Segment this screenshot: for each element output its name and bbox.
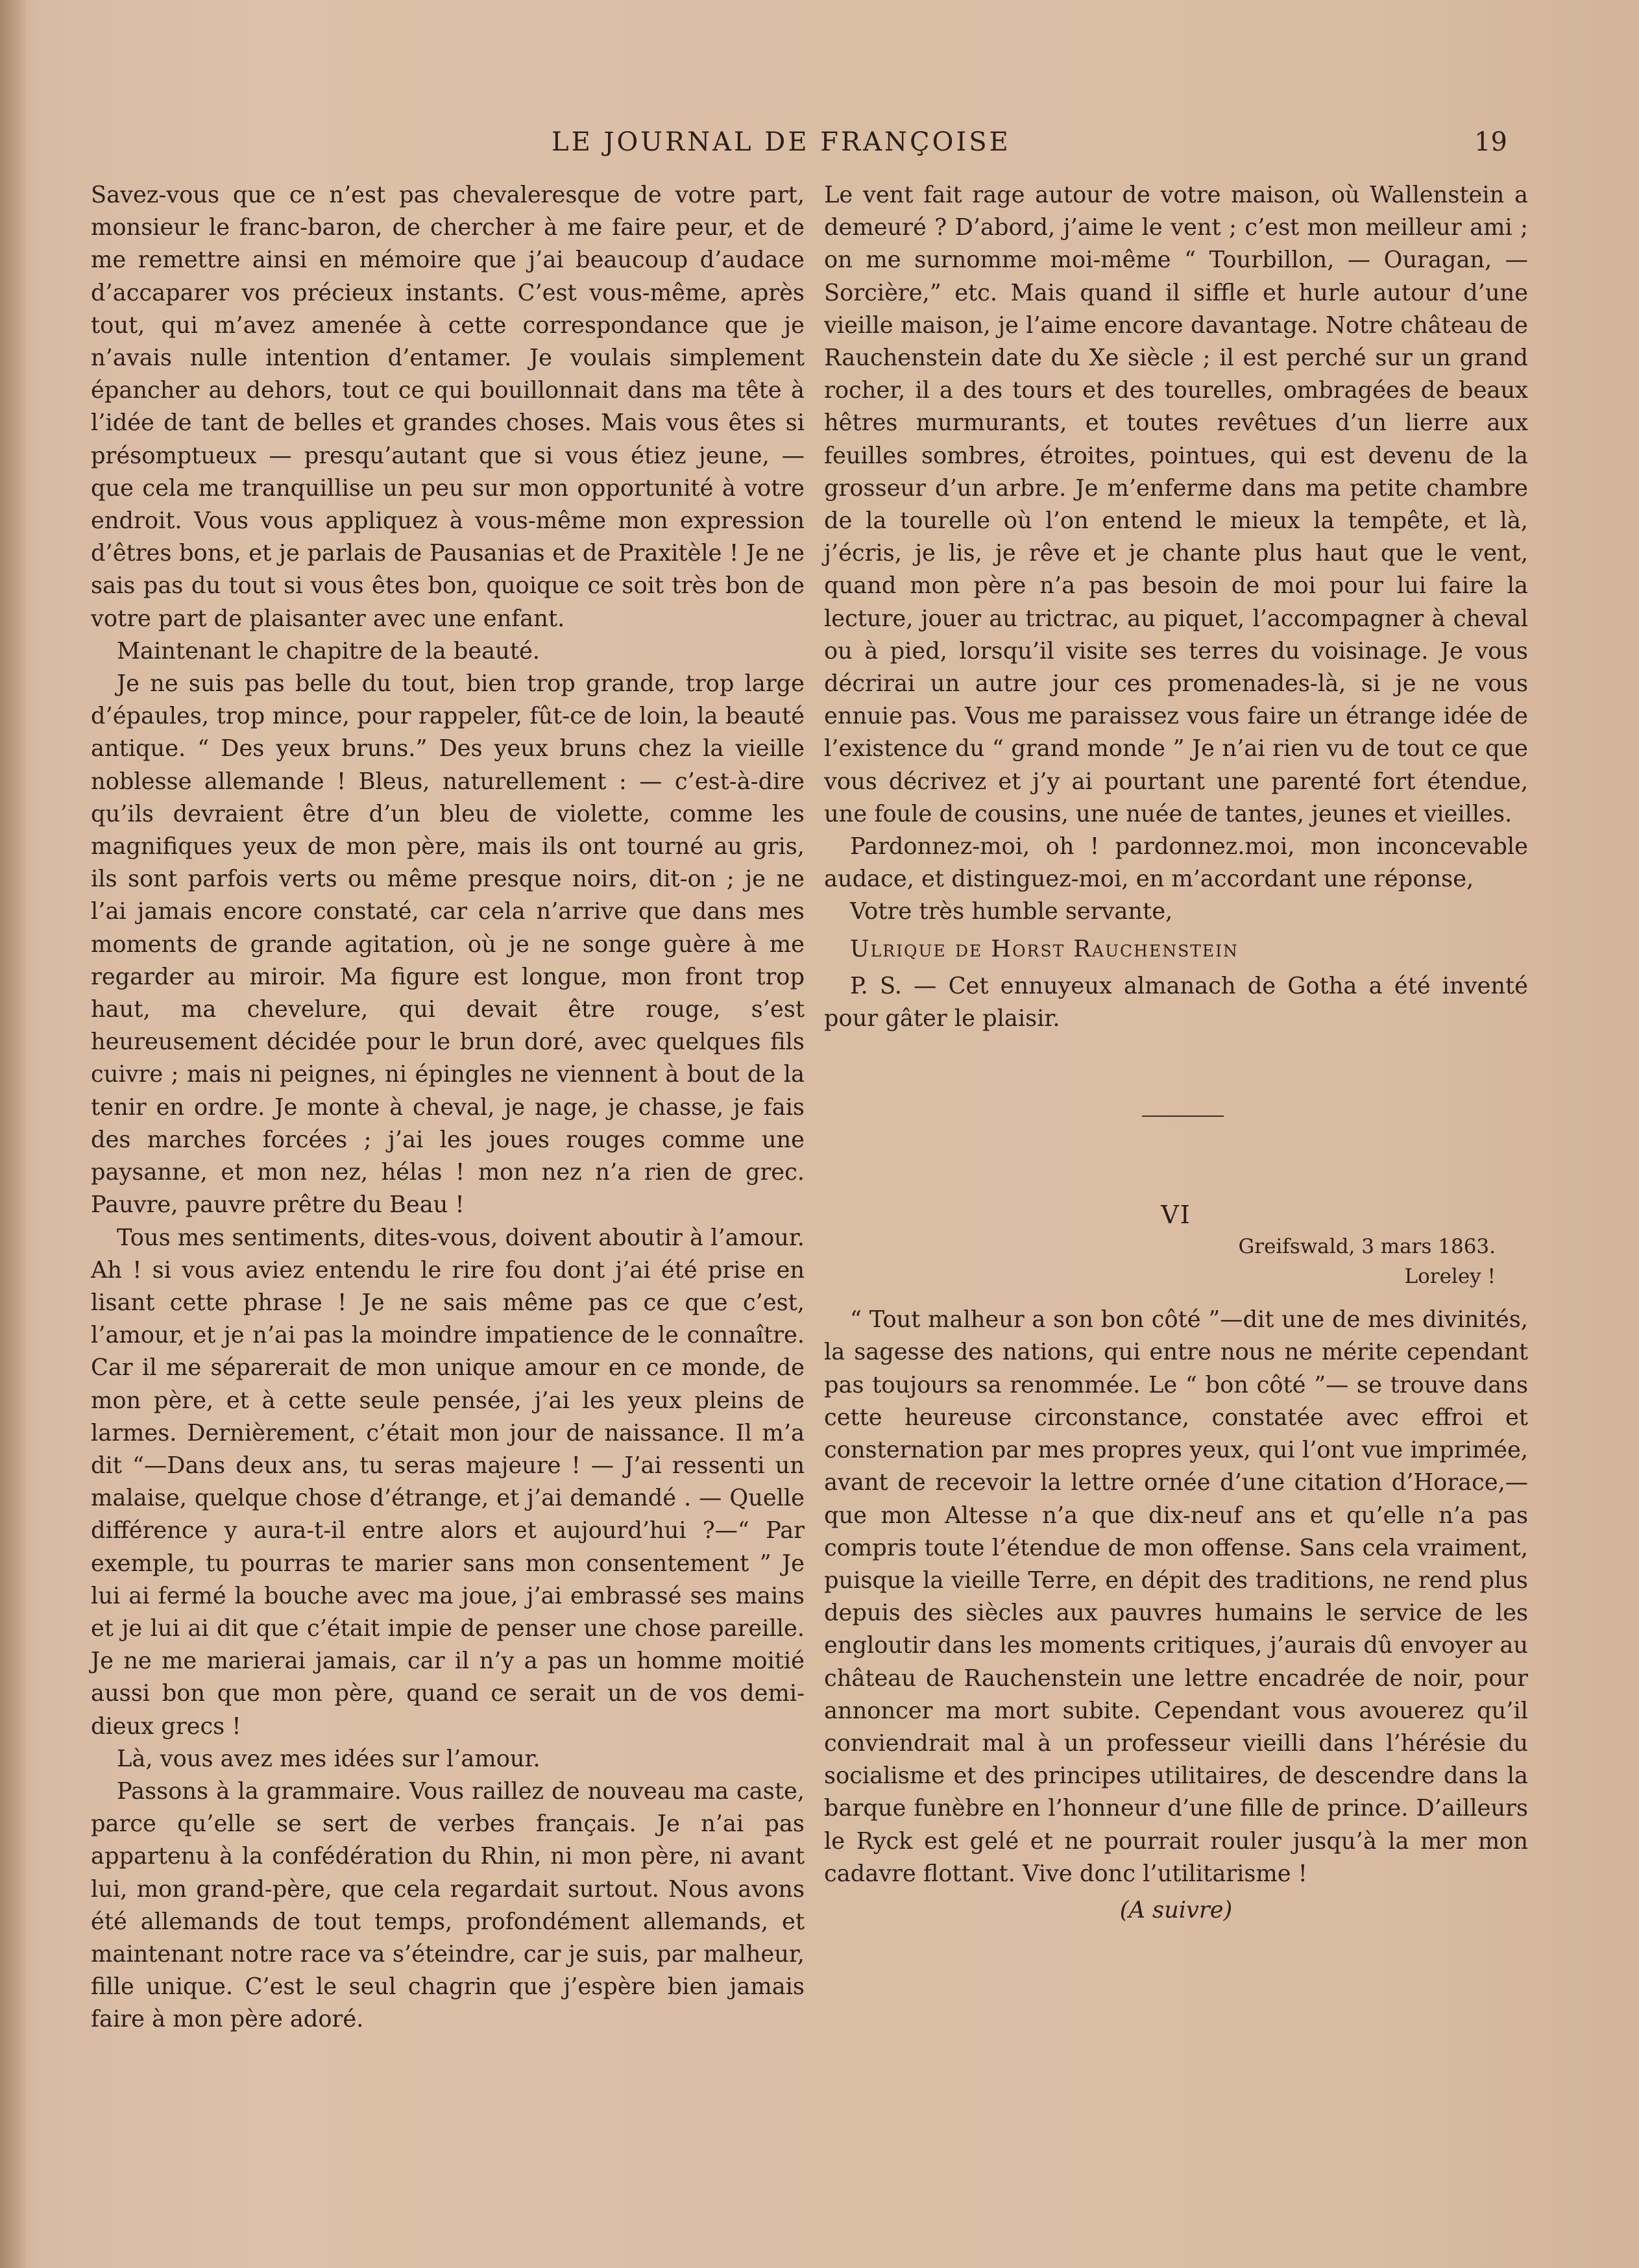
page-gutter-shadow [0,0,26,2268]
paragraph: Je ne suis pas belle du tout, bien trop grande, trop large d’épaules, trop mince, pour rappeler, fût-ce de loin, la beauté antique. “ Des yeux bruns.” Des yeux bruns chez la vieille noblesse allemande ! Bleus, naturellement : — c’est-à-dire qu’ils devraient être d’un bleu de violette, comme les magnifiques yeux de mon père, mais ils ont tourné au gris, ils sont parfois verts ou même presque noirs, dit-on ; je ne l’ai jamais encore constaté, car cela n’arrive que dans mes moments de grande agitation, où je ne songe guère à me regarder au miroir. Ma figure est longue, mon front trop haut, ma chevelure, qui devait être rouge, s’est heureusement décidée pour le brun doré, avec quelques fils cuivre ; mais ni peignes, ni épingles ne viennent à bout de la tenir en ordre. Je monte à cheval, je nage, je chasse, je fais des marches forcées ; j’ai les joues rouges comme une paysanne, et mon nez, hélas ! mon nez n’a rien de grec. Pauvre, pauvre prêtre du Beau ! [91,670,805,1219]
section-number: VI [1161,1201,1191,1230]
paragraph: Là, vous avez mes idées sur l’amour. [117,1745,540,1772]
paragraph: Maintenant le chapitre de la beauté. [117,637,540,665]
paragraph: Pardonnez-moi, oh ! pardonnez.moi, mon inconcevable audace, et distinguez-moi, en m’accordant une réponse, [824,833,1528,893]
page-number: 19 [1474,127,1507,157]
page-header [0,127,1639,166]
letter-dateline: Greifswald, 3 mars 1863. [1238,1235,1496,1259]
paragraph: “ Tout malheur a son bon côté ”—dit une de mes divinités, la sagesse des nations, qui entre nous ne mérite cependant pas toujours sa renommée. Le “ bon côté ”— se trouve dans cette heureuse circonstance, constatée avec effroi et consternation par mes propres yeux, qui l’ont vue imprimée, avant de recevoir la lettre ornée d’une citation d’Horace,—que mon Altesse n’a que dix-neuf ans et qu’elle n’a pas compris toute l’étendue de mon offense. Sans cela vraiment, puisque la vieille Terre, en dépit des traditions, ne rend plus depuis des siècles aux pauvres humains le service de les engloutir dans les moments critiques, j’aurais dû envoyer au château de Rauchenstein une lettre encadrée de noir, pour annoncer ma mort subite. Cependant vous avouerez qu’il conviendrait mal à un professeur vieilli dans l’hérésie du socialisme et des principes utilitaires, de descendre dans la barque funèbre en l’honneur d’une fille de prince. D’ailleurs le Ryck est gelé et ne pourrait rouler jusqu’à la mer mon cadavre flottant. Vive donc l’utilitarisme ! [824,1306,1528,1887]
right-column [824,179,1528,1927]
to-be-continued-text: (A suivre) [1119,1896,1233,1923]
to-be-continued [824,1894,1528,1927]
paragraph: Passons à la grammaire. Vous raillez de nouveau ma caste, parce qu’elle se sert de verbes français. Je n’ai pas appartenu à la confédération du Rhin, ni mon père, ni avant lui, mon grand-père, que cela regardait surtout. Nous avons été allemands de tout temps, profondément allemands, et maintenant notre race va s’éteindre, car je suis, par malheur, fille unique. C’est le seul chagrin que j’espère bien jamais faire à mon père adoré. [91,1777,805,2033]
letter-signature: Ulrique de Horst Rauchenstein [850,935,1239,962]
letter-signoff: Votre très humble servante, [850,898,1173,925]
postscript: P. S. — Cet ennuyeux almanach de Gotha a été inventé pour gâter le plaisir. [824,972,1528,1032]
running-title: LE JOURNAL DE FRANÇOISE [552,127,1011,157]
letter-salutation: Loreley ! [1404,1265,1496,1289]
section-divider [1142,1116,1224,1117]
paragraph: Tous mes sentiments, dites-vous, doivent aboutir à l’amour. Ah ! si vous aviez entendu le rire fou dont j’ai été prise en lisant cette phrase ! Je ne sais même pas ce que c’est, l’amour, et je n’ai pas la moindre impatience de le connaître. Car il me séparerait de mon unique amour en ce monde, de mon père, et à cette seule pensée, j’ai les yeux pleins de larmes. Dernièrement, c’était mon jour de naissance. Il m’a dit “—Dans deux ans, tu seras majeure ! — J’ai ressenti un malaise, quelque chose d’étrange, et j’ai demandé . — Quelle différence y aura-t-il entre alors et aujourd’hui ?—“ Par exemple, tu pourras te marier sans mon consentement ” Je lui ai fermé la bouche avec ma joue, j’ai embrassé ses mains et je lui ai dit que c’était impie de penser une chose pareille. Je ne me marierai jamais, car il n’y a pas un homme moitié aussi bon que mon père, quand ce serait un de vos demi-dieux grecs ! [91,1224,805,1740]
paragraph: Savez-vous que ce n’est pas chevaleresque de votre part, monsieur le franc-baron, de chercher à me faire peur, et de me remettre ainsi en mémoire que j’ai beaucoup d’audace d’accaparer vos précieux instants. C’est vous-même, après tout, qui m’avez amenée à cette correspondance que je n’avais nulle intention d’entamer. Je voulais simplement épancher au dehors, tout ce qui bouillonnait dans ma tête à l’idée de tant de belles et grandes choses. Mais vous êtes si présomptueux — presqu’autant que si vous étiez jeune, — que cela me tranquillise un peu sur mon opportunité à votre endroit. Vous vous appliquez à vous-même mon expression d’êtres bons, et je parlais de Pausanias et de Praxitèle ! Je ne sais pas du tout si vous êtes bon, quoique ce soit très bon de votre part de plaisanter avec une enfant. [91,182,805,632]
paragraph: Le vent fait rage autour de votre maison, où Wallenstein a demeuré ? D’abord, j’aime le vent ; c’est mon meilleur ami ; on me surnomme moi-même “ Tourbillon, — Ouragan, — Sorcière,” etc. Mais quand il siffle et hurle autour d’une vieille maison, je l’aime encore davantage. Notre château de Rauchenstein date du Xe siècle ; il est perché sur un grand rocher, il a des tours et des tourelles, ombragées de beaux hêtres murmurants, et toutes revêtues d’un lierre aux feuilles sombres, étroites, pointues, qui est devenu de la grosseur d’un arbre. Je m’enferme dans ma petite chambre de la tourelle où l’on entend le mieux la tempête, et là, j’écris, je lis, je rêve et je chante plus haut que le vent, quand mon père n’a pas besoin de moi pour lui faire la lecture, jouer au trictrac, au piquet, l’accompagner à cheval ou à pied, lorsqu’il visite ses terres du voisinage. Je vous décrirai un autre jour ces promenades-là, si je ne vous ennuie pas. Vous me paraissez vous faire un étrange idée de l’existence du “ grand monde ” Je n’ai rien vu de tout ce que vous décrivez et j’y ai pourtant une parenté fort étendue, une foule de cousins, une nuée de tantes, jeunes et vieilles. [824,182,1528,827]
left-column [91,179,805,2036]
